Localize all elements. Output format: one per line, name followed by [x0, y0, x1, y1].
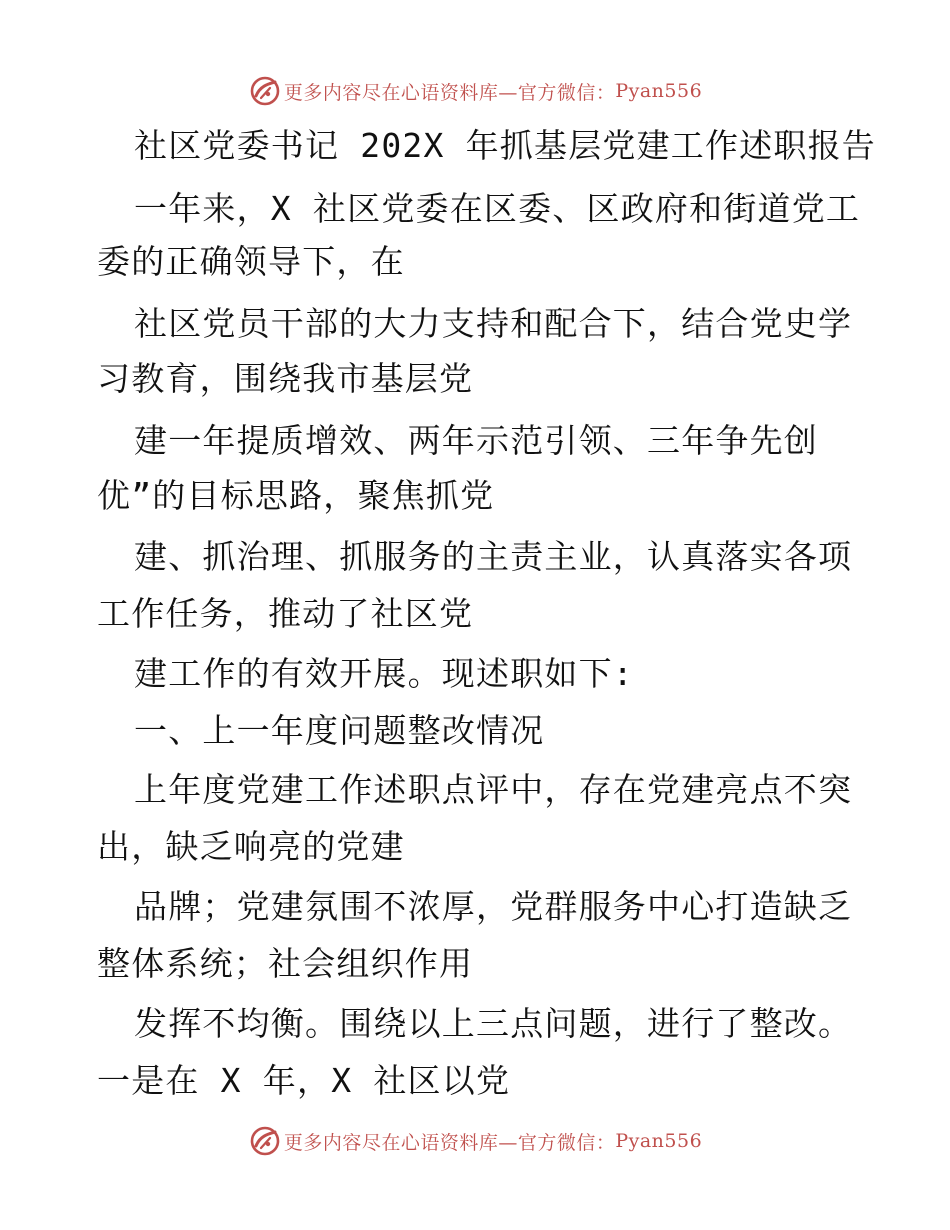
- body-line: 品牌；党建氛围不浓厚，党群服务中心打造缺乏: [134, 887, 853, 926]
- logo-icon: [248, 1124, 282, 1158]
- section-heading: 一、上一年度问题整改情况: [134, 711, 545, 750]
- body-line: 整体系统；社会组织作用: [97, 944, 474, 983]
- body-line: 上年度党建工作述职点评中，存在党建亮点不突: [134, 770, 853, 809]
- body-line: 一年来，X 社区党委在区委、区政府和街道党工: [134, 189, 861, 228]
- body-line: 一是在 X 年，X 社区以党: [97, 1061, 511, 1100]
- body-line: 社区党员干部的大力支持和配合下，结合党史学: [134, 304, 853, 343]
- document-title: 社区党委书记 202X 年抓基层党建工作述职报告: [134, 126, 877, 165]
- body-line: 习教育，围绕我市基层党: [97, 359, 474, 398]
- watermark-wechat-id: Pyan556: [615, 80, 703, 102]
- watermark-banner-bottom: [0, 1121, 950, 1161]
- body-line: 建工作的有效开展。现述职如下:: [134, 654, 634, 693]
- watermark-banner-top: [0, 71, 950, 111]
- body-line: 建一年提质增效、两年示范引领、三年争先创: [134, 421, 818, 460]
- body-line: 委的正确领导下，在: [97, 242, 405, 281]
- body-line: 工作任务，推动了社区党: [97, 594, 474, 633]
- body-line: 发挥不均衡。围绕以上三点问题，进行了整改。: [134, 1004, 853, 1043]
- logo-icon: [248, 74, 282, 108]
- watermark-wechat-id: Pyan556: [615, 1130, 703, 1152]
- watermark-text: 更多内容尽在心语资料库—官方微信：: [283, 81, 616, 104]
- body-line: 优”的目标思路，聚焦抓党: [97, 476, 495, 515]
- body-line: 建、抓治理、抓服务的主责主业，认真落实各项: [134, 537, 853, 576]
- watermark-text: 更多内容尽在心语资料库—官方微信：: [283, 1131, 616, 1154]
- body-line: 出，缺乏响亮的党建: [97, 827, 405, 866]
